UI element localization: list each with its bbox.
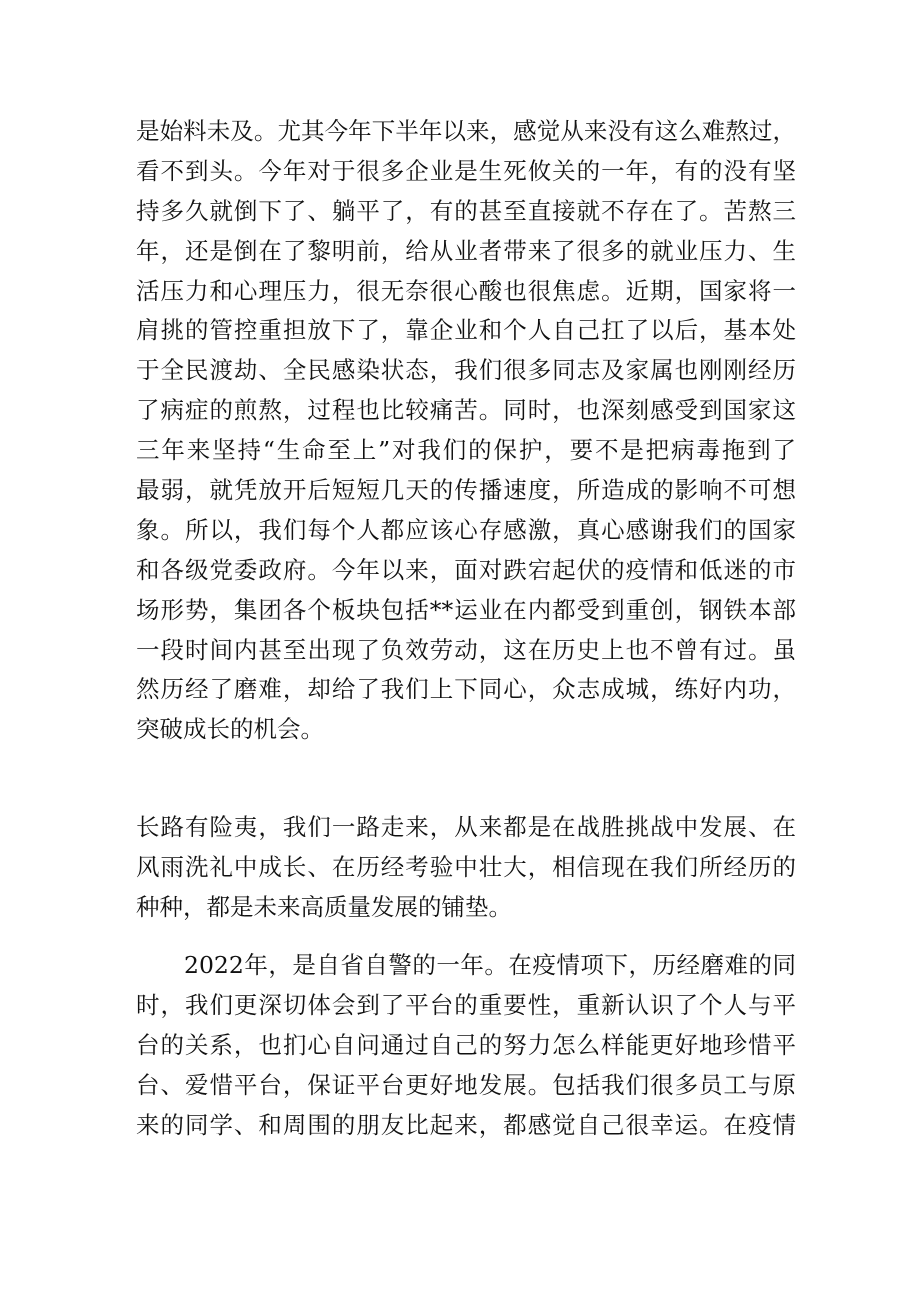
text-line: 台、爱惜平台，保证平台更好地发展。包括我们很多员工与原 bbox=[136, 1070, 796, 1099]
text-line: 年，还是倒在了黎明前，给从业者带来了很多的就业压力、生 bbox=[136, 236, 796, 265]
text-line: 持多久就倒下了、躺平了，有的甚至直接就不存在了。苦熬三 bbox=[136, 196, 796, 225]
text-line: 风雨洗礼中成长、在历经考验中壮大，相信现在我们所经历的 bbox=[136, 852, 796, 881]
text-line: 看不到头。今年对于很多企业是生死攸关的一年，有的没有坚 bbox=[136, 156, 796, 185]
text-line: 种种，都是未来高质量发展的铺垫。 bbox=[136, 892, 512, 921]
text-line: 和各级党委政府。今年以来，面对跌宕起伏的疫情和低迷的市 bbox=[136, 555, 796, 584]
text-line: 肩挑的管控重担放下了，靠企业和个人自己扛了以后，基本处 bbox=[136, 316, 796, 345]
text-line: 三年来坚持“生命至上”对我们的保护，要不是把病毒拖到了 bbox=[136, 436, 796, 465]
paragraph-pandemic-impact bbox=[136, 112, 796, 750]
text-line: 长路有险夷，我们一路走来，从来都是在战胜挑战中发展、在 bbox=[136, 813, 796, 841]
text-line: 一段时间内甚至出现了负效劳动，这在历史上也不曾有过。虽 bbox=[136, 635, 796, 664]
text-line: 时，我们更深切体会到了平台的重要性，重新认识了个人与平 bbox=[136, 990, 796, 1019]
text-line: 了病症的煎熬，过程也比较痛苦。同时，也深刻感受到国家这 bbox=[136, 396, 796, 425]
paragraph-self-reflection bbox=[136, 946, 796, 1145]
text-line: 于全民渡劫、全民感染状态，我们很多同志及家属也刚刚经历 bbox=[136, 356, 796, 385]
text-line: 然历经了磨难，却给了我们上下同心，众志成城，练好内功， bbox=[136, 675, 796, 704]
text-line: 突破成长的机会。 bbox=[136, 715, 324, 744]
text-line: 最弱，就凭放开后短短几天的传播速度，所造成的影响不可想 bbox=[136, 476, 796, 505]
text-line: 是始料未及。尤其今年下半年以来，感觉从来没有这么难熬过， bbox=[136, 117, 796, 145]
text-line: 来的同学、和周围的朋友比起来，都感觉自己很幸运。在疫情 bbox=[136, 1110, 796, 1139]
text-line: 象。所以，我们每个人都应该心存感激，真心感谢我们的国家 bbox=[136, 515, 796, 544]
text-line: 活压力和心理压力，很无奈很心酸也很焦虑。近期，国家将一 bbox=[136, 276, 796, 305]
text-line: 台的关系，也扪心自问通过自己的努力怎么样能更好地珍惜平 bbox=[136, 1030, 796, 1059]
text-line: 2022年，是自省自警的一年。在疫情项下，历经磨难的同 bbox=[136, 951, 796, 979]
paragraph-long-road bbox=[136, 808, 796, 928]
text-line: 场形势，集团各个板块包括**运业在内都受到重创，钢铁本部 bbox=[136, 595, 796, 624]
